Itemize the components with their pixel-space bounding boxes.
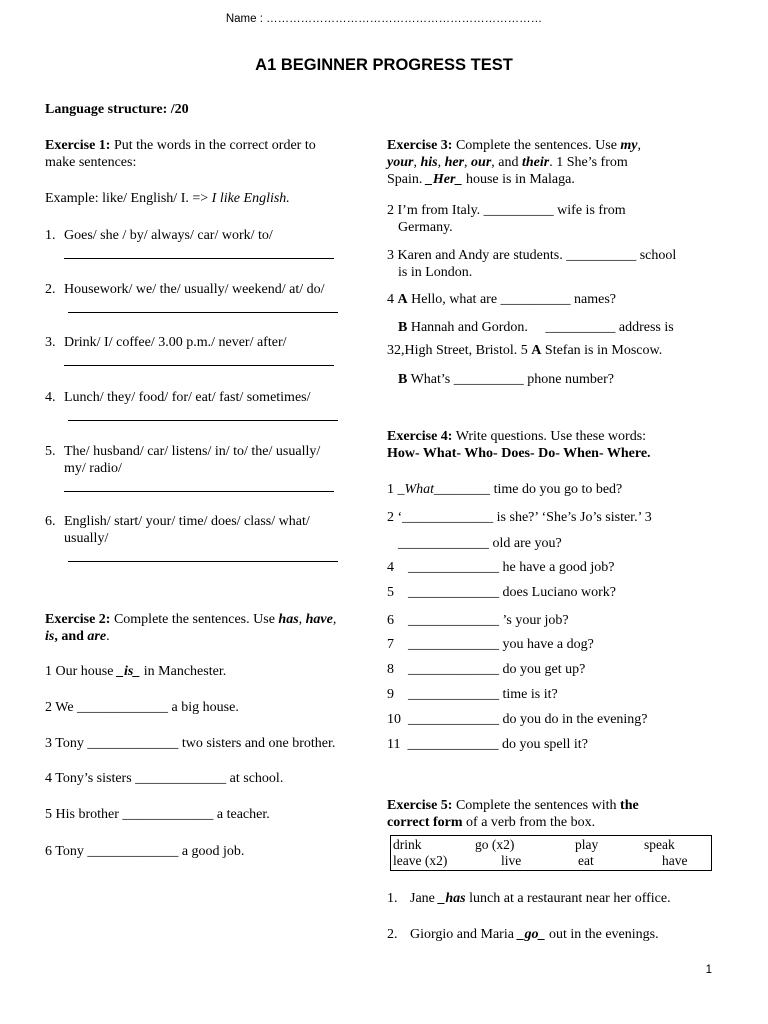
exercise-4-instructions: Exercise 4: Write questions. Use these words: How- What- Who- Does- Do- When- Where. (387, 429, 651, 461)
answer-line[interactable] (68, 561, 338, 562)
exercise-4-question: 8 _____________ do you get up? (387, 662, 586, 677)
answer-line[interactable] (68, 420, 338, 421)
example-answer: I like English. (211, 191, 290, 206)
exercise-4-question: 1 _What________ time do you go to bed? (387, 482, 623, 497)
exercise-1-item: 5. (45, 444, 56, 459)
exercise-3-label: Exercise 3: (387, 138, 453, 153)
answer-text: _has (438, 891, 466, 906)
exercise-1-item-words: Lunch/ they/ food/ for/ eat/ fast/ sometimes/ (64, 390, 311, 405)
exercise-5-sentence: 2. (387, 927, 398, 942)
verb-box-cell: have (662, 853, 688, 868)
question-words: How- What- Who- Does- Do- When- Where. (387, 446, 651, 461)
answer-line[interactable] (64, 258, 334, 259)
exercise-1-item: 2. (45, 282, 56, 297)
exercise-2-sentence: 5 His brother _____________ a teacher. (45, 807, 270, 822)
exercise-5-sentence-text: Giorgio and Maria _go_ out in the evenings. (410, 927, 659, 942)
exercise-2-sentence: 4 Tony’s sisters _____________ at school. (45, 771, 284, 786)
exercise-4-label: Exercise 4: (387, 429, 453, 444)
verb-box-cell: live (501, 853, 522, 868)
exercise-2-label: Exercise 2: (45, 612, 111, 627)
exercise-1-item-words: Drink/ I/ coffee/ 3.00 p.m./ never/ after/ (64, 335, 287, 350)
language-structure-heading: Language structure: /20 (45, 102, 189, 117)
exercise-5-instructions: Exercise 5: Complete the sentences with the correct form of a verb from the box. (387, 798, 639, 830)
exercise-2-sentence: 1 Our house _is_ in Manchester. (45, 664, 227, 679)
answer-line[interactable] (68, 312, 338, 313)
exercise-4-question: 11 _____________ do you spell it? (387, 737, 588, 752)
exercise-1-item-words: The/ husband/ car/ listens/ in/ to/ the/ usually/ my/ radio/ (64, 444, 321, 476)
exercise-3-sentence: B What’s __________ phone number? (398, 372, 614, 387)
exercise-1-item-words: Goes/ she / by/ always/ car/ work/ to/ (64, 228, 273, 243)
exercise-1-label: Exercise 1: (45, 138, 111, 153)
answer-line[interactable] (64, 365, 334, 366)
exercise-3-sentence: 4 A Hello, what are __________ names? (387, 292, 617, 307)
exercise-4-question: 6 _____________ ’s your job? (387, 613, 569, 628)
exercise-4-question: _____________ old are you? (398, 536, 562, 551)
exercise-1-item-words: English/ start/ your/ time/ does/ class/ what/ usually/ (64, 514, 310, 546)
exercise-4-question: 5 _____________ does Luciano work? (387, 585, 617, 600)
verb-box (390, 835, 712, 871)
verb-box-cell: leave (x2) (393, 853, 448, 868)
exercise-4-question: 7 _____________ you have a dog? (387, 637, 594, 652)
exercise-2-sentence: 6 Tony _____________ a good job. (45, 844, 245, 859)
answer-text: _go_ (517, 927, 546, 942)
exercise-1-item: 6. (45, 514, 56, 529)
exercise-3-sentence: 3 Karen and Andy are students. __________ school is in London. (387, 248, 677, 280)
exercise-2-sentence: 3 Tony _____________ two sisters and one brother. (45, 736, 336, 751)
exercise-3-instructions: Exercise 3: Complete the sentences. Use my, your, his, her, our, and their. 1 She’s from Spain. _Her_ house is in Malaga. (387, 138, 642, 187)
name-field: Name : ……………………………………………………………… (225, 13, 543, 25)
exercise-1-item: 3. (45, 335, 56, 350)
exercise-2-instructions: Exercise 2: Complete the sentences. Use has, have, is, and are. (45, 612, 337, 644)
verb-box-cell: go (x2) (475, 837, 515, 852)
verb-box-cell: drink (393, 837, 422, 852)
exercise-2-sentence: 2 We _____________ a big house. (45, 700, 239, 715)
exercise-4-question: 4 _____________ he have a good job? (387, 560, 615, 575)
exercise-1-item-words: Housework/ we/ the/ usually/ weekend/ at/ do/ (64, 282, 325, 297)
verb-box-cell: speak (644, 837, 675, 852)
exercise-3-sentence: 32,High Street, Bristol. 5 A Stefan is in Moscow. (387, 343, 663, 358)
answer-text: _is_ (116, 664, 141, 679)
page-number: 1 (705, 964, 712, 976)
exercise-4-question: 10 _____________ do you do in the evening? (387, 712, 648, 727)
exercise-4-question: 2 ‘_____________ is she?’ ‘She’s Jo’s sister.’ 3 (387, 510, 652, 525)
answer-text: _What________ (397, 482, 491, 497)
answer-line[interactable] (64, 491, 334, 492)
exercise-1-instructions: Exercise 1: Put the words in the correct order to make sentences: (45, 138, 316, 170)
exercise-1-item: 1. (45, 228, 56, 243)
exercise-1-example: Example: like/ English/ I. => I like English. (45, 191, 290, 206)
exercise-1-item: 4. (45, 390, 56, 405)
answer-text: _Her_ (425, 172, 463, 187)
exercise-5-sentence: 1. (387, 891, 398, 906)
exercise-5-label: Exercise 5: (387, 798, 453, 813)
verb-box-cell: play (575, 837, 599, 852)
exercise-5-sentence-text: Jane _has lunch at a restaurant near her office. (410, 891, 671, 906)
exercise-3-sentence: 2 I’m from Italy. __________ wife is from Germany. (387, 203, 626, 235)
exercise-3-sentence: B Hannah and Gordon. __________ address is (398, 320, 674, 335)
page-title: A1 BEGINNER PROGRESS TEST (255, 56, 513, 74)
verb-box-cell: eat (578, 853, 594, 868)
exercise-4-question: 9 _____________ time is it? (387, 687, 558, 702)
